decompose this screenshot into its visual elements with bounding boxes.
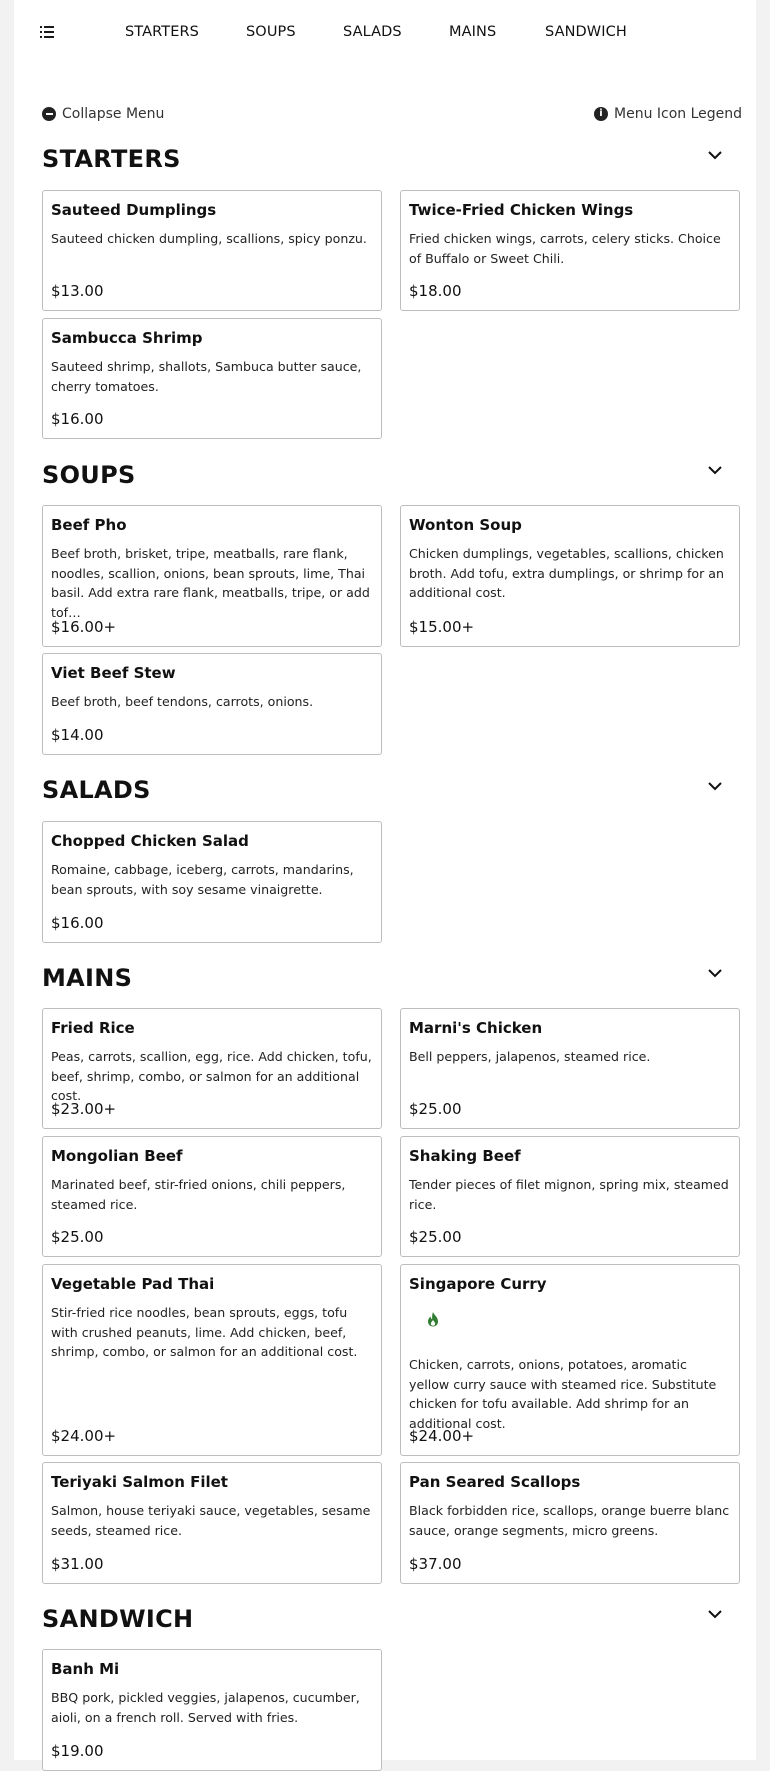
minus-circle-icon — [42, 107, 56, 121]
menu-item-card[interactable] — [42, 1136, 382, 1257]
spicy-flame-icon — [427, 1311, 439, 1327]
section-title-starters: STARTERS — [42, 145, 181, 173]
menu-item-name: Fried Rice — [51, 1019, 135, 1037]
chevron-down-icon[interactable] — [708, 151, 722, 161]
info-circle-icon: i — [594, 107, 608, 121]
menu-item-name: Sauteed Dumplings — [51, 201, 217, 219]
menu-item-name: Pan Seared Scallops — [409, 1473, 581, 1491]
chevron-down-icon[interactable] — [708, 782, 722, 792]
menu-item-name: Vegetable Pad Thai — [51, 1275, 215, 1293]
menu-item-description: Beef broth, brisket, tripe, meatballs, rare flank, noodles, scallion, onions, bean sprouts, lime, Thai basil. Add extra rare flank, meatballs, tripe, or add tof… — [51, 546, 370, 620]
menu-item-description: Sauteed chicken dumpling, scallions, spicy ponzu. — [51, 231, 367, 246]
menu-item-price: $15.00+ — [409, 618, 475, 636]
menu-item-price: $16.00+ — [51, 618, 117, 636]
menu-item-price: $37.00 — [409, 1555, 462, 1573]
menu-icon-legend-button[interactable] — [594, 106, 742, 122]
menu-item-price: $13.00 — [51, 282, 104, 300]
menu-item-price: $25.00 — [51, 1228, 104, 1246]
menu-item-name: Teriyaki Salmon Filet — [51, 1473, 228, 1491]
nav-link-salads[interactable]: SALADS — [343, 24, 402, 40]
menu-page — [14, 0, 756, 1760]
menu-item-name: Chopped Chicken Salad — [51, 832, 249, 850]
chevron-down-icon[interactable] — [708, 969, 722, 979]
menu-item-price: $31.00 — [51, 1555, 104, 1573]
menu-item-description: Chicken dumplings, vegetables, scallions, chicken broth. Add tofu, extra dumplings, or shrimp for an additional cost. — [409, 546, 724, 600]
section-title-sandwich: SANDWICH — [42, 1605, 194, 1633]
menu-item-price: $25.00 — [409, 1228, 462, 1246]
menu-controls — [42, 106, 742, 126]
menu-item-name: Wonton Soup — [409, 516, 522, 534]
chevron-down-icon[interactable] — [708, 466, 722, 476]
menu-item-price: $23.00+ — [51, 1100, 117, 1118]
nav-link-starters[interactable]: STARTERS — [125, 24, 199, 40]
menu-item-description: Fried chicken wings, carrots, celery sticks. Choice of Buffalo or Sweet Chili. — [409, 231, 721, 266]
menu-item-card[interactable] — [400, 190, 740, 311]
menu-item-name: Singapore Curry — [409, 1275, 547, 1293]
menu-item-card[interactable] — [400, 1136, 740, 1257]
menu-item-description: Sauteed shrimp, shallots, Sambuca butter sauce, cherry tomatoes. — [51, 359, 362, 394]
menu-item-description: BBQ pork, pickled veggies, jalapenos, cucumber, aioli, on a french roll. Served with fries. — [51, 1690, 360, 1725]
menu-item-name: Twice-Fried Chicken Wings — [409, 201, 634, 219]
menu-item-description: Salmon, house teriyaki sauce, vegetables, sesame seeds, steamed rice. — [51, 1503, 371, 1538]
menu-item-card[interactable] — [42, 1649, 382, 1771]
menu-item-card[interactable] — [42, 653, 382, 755]
menu-item-description: Marinated beef, stir-fried onions, chili peppers, steamed rice. — [51, 1177, 346, 1212]
menu-item-card[interactable] — [42, 190, 382, 311]
menu-item-card[interactable] — [400, 1008, 740, 1129]
section-title-soups: SOUPS — [42, 461, 136, 489]
menu-item-name: Beef Pho — [51, 516, 127, 534]
menu-item-card[interactable] — [42, 318, 382, 439]
menu-icon-legend-label: Menu Icon Legend — [614, 106, 743, 122]
menu-item-card[interactable] — [42, 821, 382, 943]
menu-item-description: Beef broth, beef tendons, carrots, onions. — [51, 694, 314, 709]
nav-link-mains[interactable]: MAINS — [449, 24, 497, 40]
menu-item-description: Stir-fried rice noodles, bean sprouts, eggs, tofu with crushed peanuts, lime. Add chicken, beef, shrimp, combo, or salmon for an additional cost. — [51, 1305, 358, 1359]
top-nav — [14, 0, 756, 66]
hamburger-list-icon[interactable] — [40, 26, 54, 38]
menu-item-card[interactable] — [42, 505, 382, 647]
collapse-menu-label: Collapse Menu — [62, 106, 165, 122]
menu-item-description: Romaine, cabbage, iceberg, carrots, mandarins, bean sprouts, with soy sesame vinaigrette. — [51, 862, 354, 897]
menu-item-description: Bell peppers, jalapenos, steamed rice. — [409, 1049, 651, 1064]
menu-item-name: Banh Mi — [51, 1660, 120, 1678]
menu-item-name: Marni's Chicken — [409, 1019, 543, 1037]
menu-item-name: Sambucca Shrimp — [51, 329, 203, 347]
menu-item-card[interactable] — [400, 1462, 740, 1584]
menu-item-card[interactable] — [42, 1008, 382, 1129]
menu-item-price: $24.00+ — [409, 1427, 475, 1445]
menu-item-price: $24.00+ — [51, 1427, 117, 1445]
menu-item-card[interactable] — [400, 1264, 740, 1456]
menu-item-price: $19.00 — [51, 1742, 104, 1760]
menu-item-description: Black forbidden rice, scallops, orange buerre blanc sauce, orange segments, micro greens. — [409, 1503, 730, 1538]
menu-item-card[interactable] — [400, 505, 740, 647]
collapse-menu-button[interactable] — [42, 106, 164, 122]
menu-item-name: Mongolian Beef — [51, 1147, 183, 1165]
menu-item-description: Chicken, carrots, onions, potatoes, aromatic yellow curry sauce with steamed rice. Substitute chicken for tofu available. Add shrimp for an additional cost. — [409, 1357, 717, 1431]
menu-item-card[interactable] — [42, 1264, 382, 1456]
nav-link-sandwich[interactable]: SANDWICH — [545, 24, 627, 40]
section-title-mains: MAINS — [42, 964, 133, 992]
menu-item-price: $18.00 — [409, 282, 462, 300]
nav-link-soups[interactable]: SOUPS — [246, 24, 296, 40]
menu-item-name: Shaking Beef — [409, 1147, 521, 1165]
menu-item-description: Peas, carrots, scallion, egg, rice. Add chicken, tofu, beef, shrimp, combo, or salmon for an additional cost. — [51, 1049, 372, 1103]
menu-item-price: $16.00 — [51, 410, 104, 428]
menu-item-name: Viet Beef Stew — [51, 664, 176, 682]
menu-item-price: $16.00 — [51, 914, 104, 932]
section-title-salads: SALADS — [42, 776, 151, 804]
menu-item-price: $14.00 — [51, 726, 104, 744]
menu-item-price: $25.00 — [409, 1100, 462, 1118]
chevron-down-icon[interactable] — [708, 1610, 722, 1620]
menu-item-description: Tender pieces of filet mignon, spring mix, steamed rice. — [409, 1177, 729, 1212]
menu-item-card[interactable] — [42, 1462, 382, 1584]
